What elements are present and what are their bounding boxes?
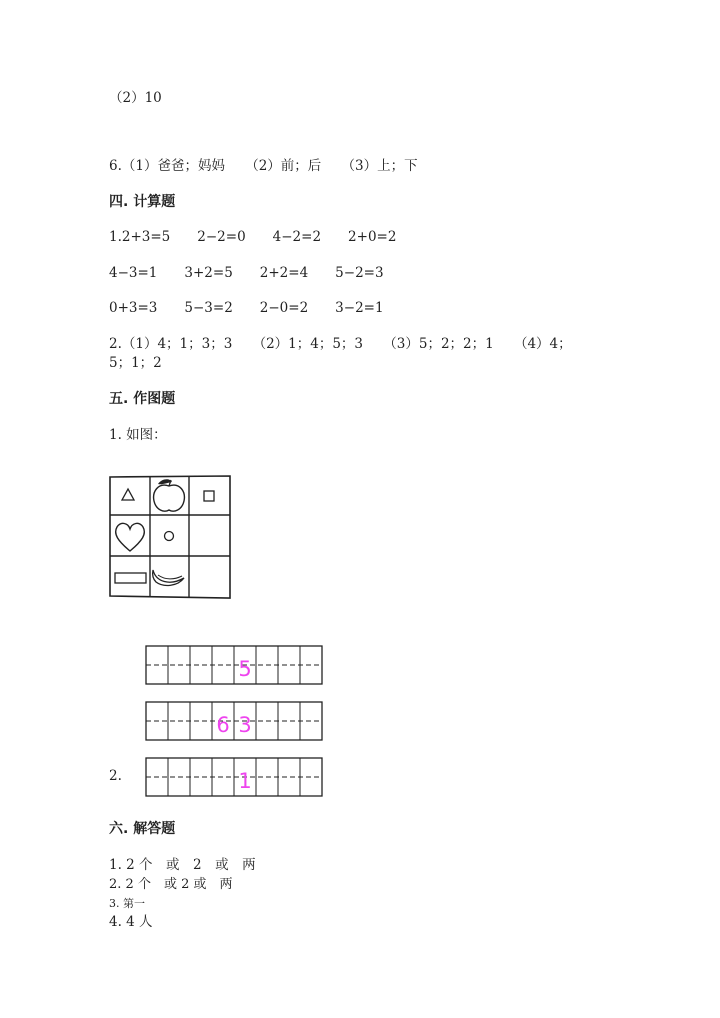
answer-digit: 5 <box>238 657 252 681</box>
calc-row-2: 4−3=1 3+2=5 2+2=4 5−2=3 <box>109 265 384 281</box>
square-icon <box>204 491 214 501</box>
banana-icon <box>153 570 184 585</box>
rectangle-icon <box>115 573 146 583</box>
drawing-q1: 1. 如图： <box>109 427 167 443</box>
section-6-title: 六. 解答题 <box>109 821 176 837</box>
writing-grid-2 <box>142 698 322 742</box>
triangle-icon <box>122 489 134 500</box>
calc-q2-line-2: 5；1；2 <box>109 355 162 371</box>
writing-grid-1 <box>142 642 322 686</box>
picture-grid <box>108 472 238 602</box>
answer-6: 6.（1）爸爸；妈妈 （2）前；后 （3）上；下 <box>109 158 418 174</box>
apple-icon <box>154 479 185 511</box>
section-5-title: 五. 作图题 <box>109 391 176 407</box>
answer-digit: 6 <box>216 713 230 737</box>
calc-q2-line-1: 2.（1）4；1；3；3 （2）1；4；5；3 （3）5；2；2；1 （4）4； <box>109 336 572 352</box>
solution-3: 3. 第一 <box>109 897 145 910</box>
writing-grid-3 <box>142 754 322 798</box>
solution-1: 1. 2 个 或 2 或 两 <box>109 857 256 873</box>
solution-4: 4. 4 人 <box>109 914 153 930</box>
answer-digit: 3 <box>238 713 252 737</box>
solution-2: 2. 2 个 或 2 或 两 <box>109 877 233 892</box>
drawing-q2: 2. <box>109 768 122 784</box>
calc-row-3: 0+3=3 5−3=2 2−0=2 3−2=1 <box>109 300 384 316</box>
heart-icon <box>116 523 145 551</box>
section-4-title: 四. 计算题 <box>109 194 176 210</box>
calc-row-1: 1.2+3=5 2−2=0 4−2=2 2+0=2 <box>109 229 397 245</box>
answer-5-2: （2）10 <box>109 90 162 106</box>
circle-icon <box>165 532 174 541</box>
answer-digit: 1 <box>238 769 252 793</box>
